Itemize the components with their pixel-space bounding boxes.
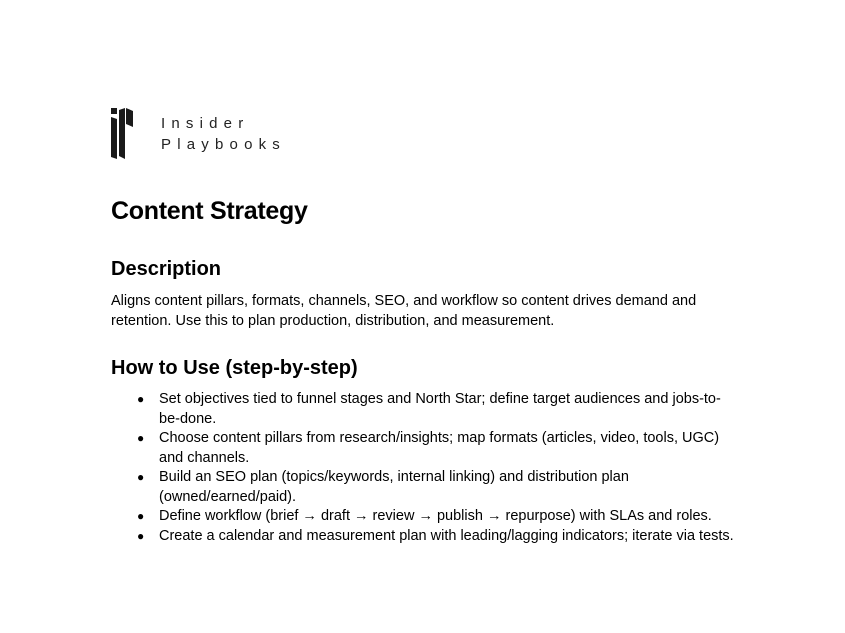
bullet-icon: ● (137, 528, 145, 543)
brand-wordmark (161, 113, 286, 155)
brand-line-2: Playbooks (161, 135, 287, 153)
step-text: Define workflow (brief → draft → review → publish → repurpose) with SLAs and roles. (159, 508, 712, 524)
how-to-use-heading: How to Use (step-by-step) (111, 357, 358, 379)
step-text: Set objectives tied to funnel stages and North Star; define target audiences and jobs-to-be-done. (159, 391, 721, 427)
brand-logo (111, 108, 286, 159)
step-text: Create a calendar and measurement plan with leading/lagging indicators; iterate via tests. (159, 527, 734, 544)
description-heading: Description (111, 258, 222, 280)
list-item (111, 507, 741, 527)
list-item (111, 527, 741, 547)
list-item (111, 429, 741, 468)
list-item (111, 390, 741, 429)
brand-line-1: Insider (161, 114, 250, 132)
bullet-icon: ● (137, 431, 145, 445)
bullet-icon: ● (137, 509, 145, 523)
bullet-icon: ● (137, 470, 145, 484)
description-text: Aligns content pillars, formats, channels, SEO, and workflow so content drives demand and retention. Use this to plan production, distribution, and measurement. (111, 293, 697, 329)
bullet-icon: ● (137, 392, 145, 406)
step-text: Build an SEO plan (topics/keywords, internal linking) and distribution plan (owned/earned/paid). (159, 469, 629, 505)
step-text: Choose content pillars from research/insights; map formats (articles, video, tools, UGC) and channels. (159, 430, 720, 466)
page-title: Content Strategy (111, 197, 308, 225)
list-item (111, 468, 741, 507)
steps-list (111, 390, 741, 546)
insider-playbooks-logo-icon (111, 108, 133, 159)
